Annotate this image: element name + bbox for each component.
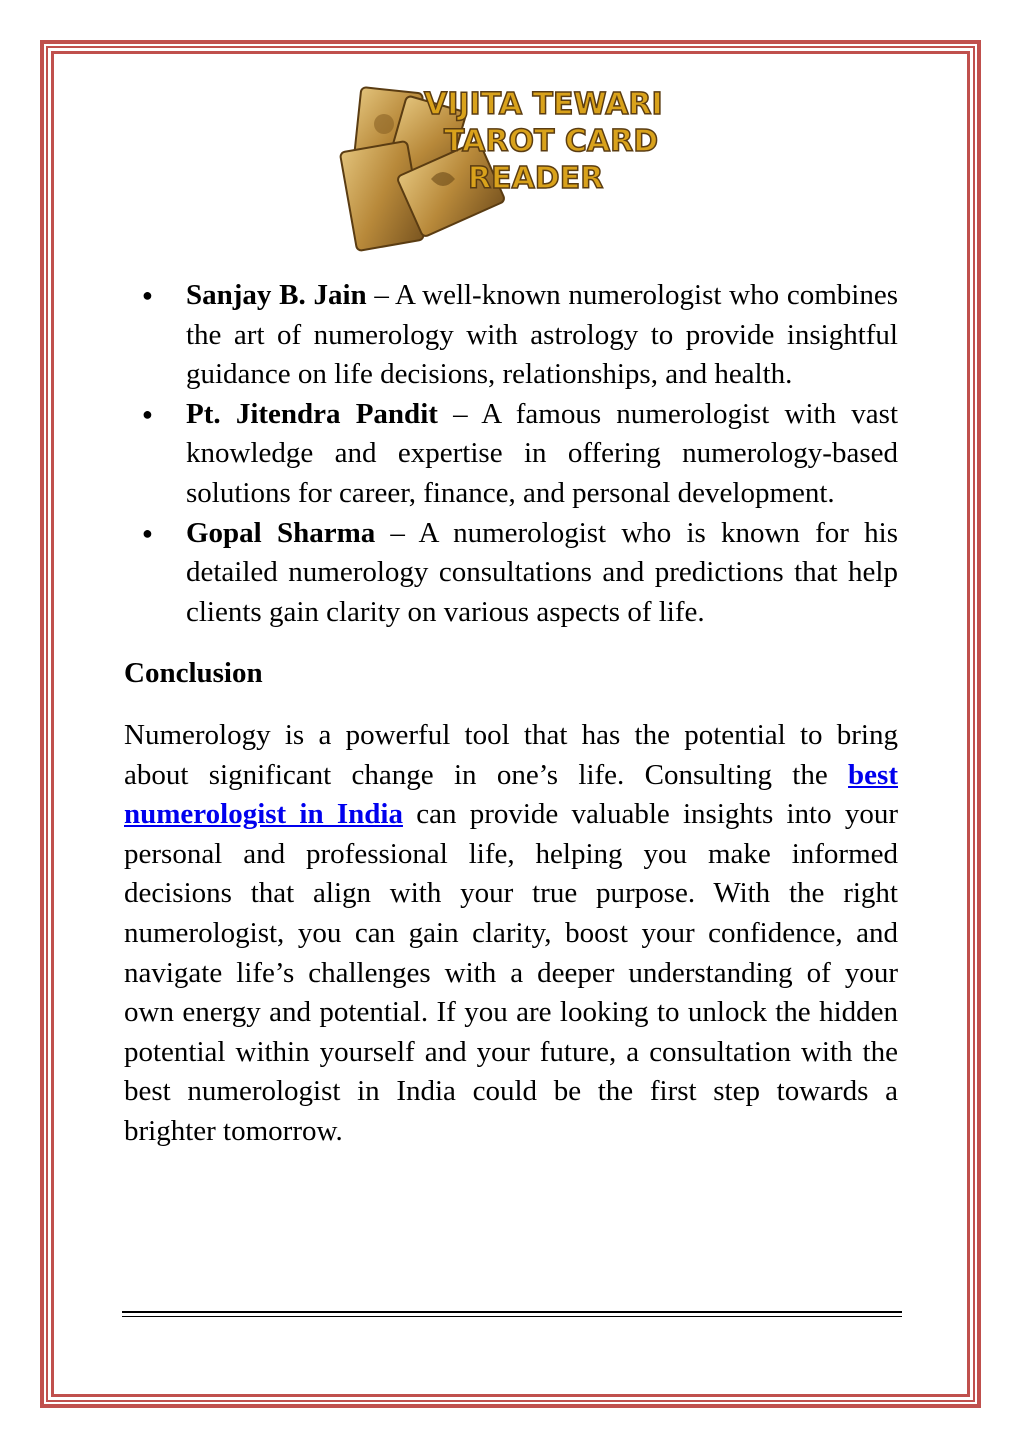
bullet-icon: ● [142, 522, 153, 543]
numerologist-name: Gopal Sharma [186, 516, 376, 549]
numerologist-description: A famous numerologist with vast knowledge and expertise in offering numerology-based solutions for career, finance, and personal development. [186, 397, 898, 509]
list-item [124, 514, 898, 633]
footer-rule-thin [122, 1316, 902, 1317]
bullet-icon: ● [142, 403, 153, 424]
paragraph-text-end: can provide valuable insights into your personal and professional life, helping you make informed decisions that align with your true purpose. With the right numerologist, you can gain clarity, boost your confidence, and navigate life’s challenges with a deeper understanding of your own energy and potential. If you are looking to unlock the hidden potential within yourself and your future, a consultation with the best numerologist in India could be the first step towards a brighter tomorrow. [124, 798, 898, 1147]
numerologist-list [124, 276, 898, 632]
footer-rule-thick [122, 1311, 902, 1313]
dash: – [375, 516, 419, 549]
list-item [124, 276, 898, 395]
paragraph-text-start: Numerology is a powerful tool that has the potential to bring about significant change in one’s life. Consulting the [124, 718, 898, 791]
main-content [124, 276, 898, 1151]
tarot-logo [336, 84, 686, 254]
numerologist-description: A numerologist who is known for his detailed numerology consultations and predictions that help clients gain clarity on various aspects of life. [186, 516, 898, 628]
numerologist-description: A well-known numerologist who combines the art of numerology with astrology to provide insightful guidance on life decisions, relationships, and health. [186, 279, 898, 391]
logo-line-3: READER [468, 161, 604, 196]
numerologist-name: Sanjay B. Jain [186, 279, 367, 311]
best-numerologist-link[interactable]: best numerologist in India [124, 758, 898, 831]
logo-line-1: VIJITA TEWARI [424, 87, 663, 122]
list-item [124, 395, 898, 514]
conclusion-heading: Conclusion [124, 657, 263, 690]
dash: – [366, 279, 396, 311]
numerologist-name: Pt. Jitendra Pandit [186, 397, 438, 430]
conclusion-paragraph [124, 716, 898, 1152]
logo-line-2: TAROT CARD [444, 124, 659, 159]
dash: – [437, 397, 482, 430]
bullet-icon: ● [142, 285, 153, 305]
